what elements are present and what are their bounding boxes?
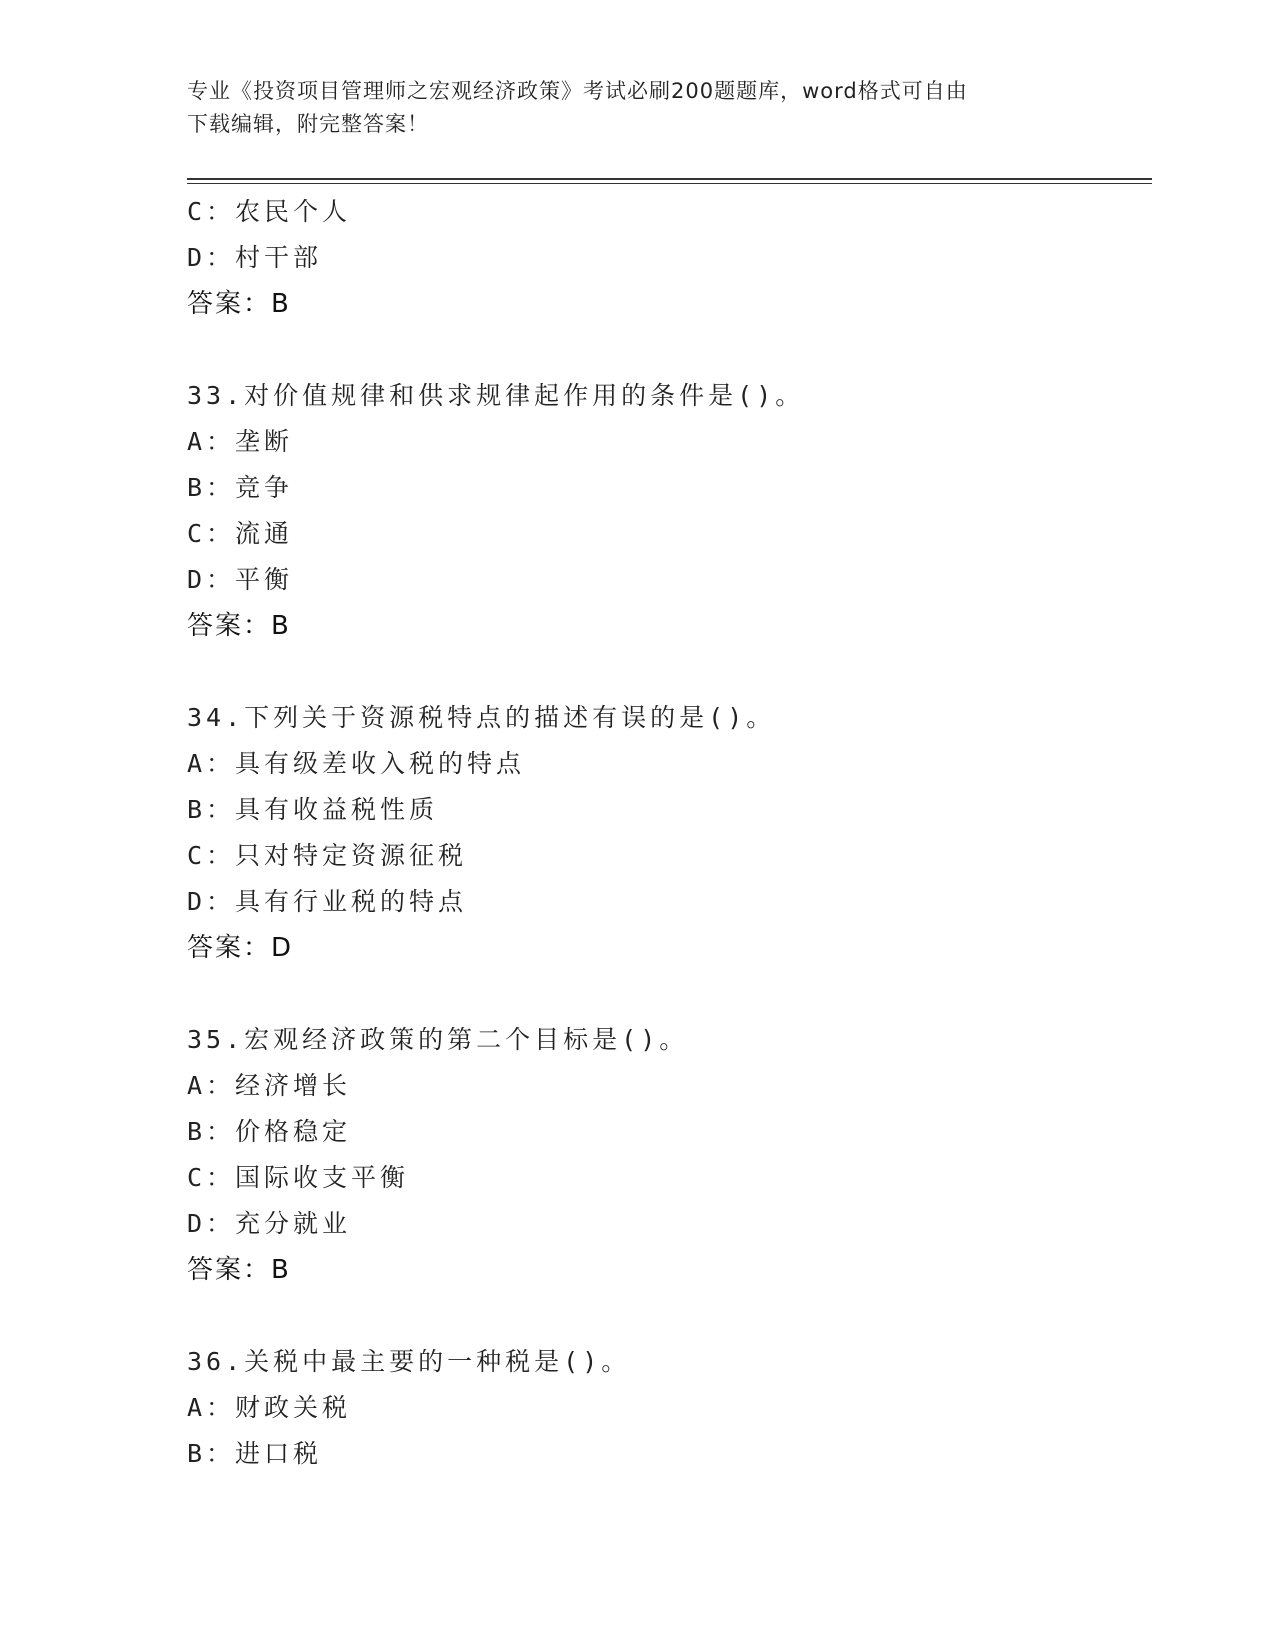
option-a: A：垄断 xyxy=(187,427,294,456)
question-list xyxy=(187,189,1152,1477)
answer-line: 答案：B xyxy=(187,1255,291,1285)
option-d: D：充分就业 xyxy=(187,1209,352,1238)
option-c: C：只对特定资源征税 xyxy=(187,841,468,870)
question-stem: 34.下列关于资源税特点的描述有误的是()。 xyxy=(187,703,776,732)
option-a: A：具有级差收入税的特点 xyxy=(187,749,526,778)
spacer xyxy=(187,327,1152,373)
answer-line: 答案：B xyxy=(187,289,291,319)
question-stem: 35.宏观经济政策的第二个目标是()。 xyxy=(187,1025,689,1054)
header-line-1: 专业《投资项目管理师之宏观经济政策》考试必刷200题题库，word格式可自由 xyxy=(187,79,968,103)
option-d: D：村干部 xyxy=(187,243,323,272)
spacer xyxy=(187,649,1152,695)
option-b: B：价格稳定 xyxy=(187,1117,352,1146)
answer-line: 答案：B xyxy=(187,611,291,641)
option-d: D：具有行业税的特点 xyxy=(187,887,468,916)
option-c: C：流通 xyxy=(187,519,294,548)
question-stem: 36.关税中最主要的一种税是()。 xyxy=(187,1347,631,1376)
option-b: B：具有收益税性质 xyxy=(187,795,439,824)
spacer xyxy=(187,971,1152,1017)
option-c: C：国际收支平衡 xyxy=(187,1163,410,1192)
option-c: C：农民个人 xyxy=(187,197,352,226)
header-line-2: 下载编辑，附完整答案！ xyxy=(187,112,429,136)
option-b: B：进口税 xyxy=(187,1439,323,1468)
option-a: A：财政关税 xyxy=(187,1393,352,1422)
spacer xyxy=(187,1293,1152,1339)
document-header xyxy=(187,75,1087,141)
header-divider-thin xyxy=(187,183,1152,184)
option-d: D：平衡 xyxy=(187,565,294,594)
option-b: B：竞争 xyxy=(187,473,294,502)
question-stem: 33.对价值规律和供求规律起作用的条件是()。 xyxy=(187,381,805,410)
option-a: A：经济增长 xyxy=(187,1071,352,1100)
answer-line: 答案：D xyxy=(187,933,294,963)
header-divider-thick xyxy=(187,178,1152,180)
